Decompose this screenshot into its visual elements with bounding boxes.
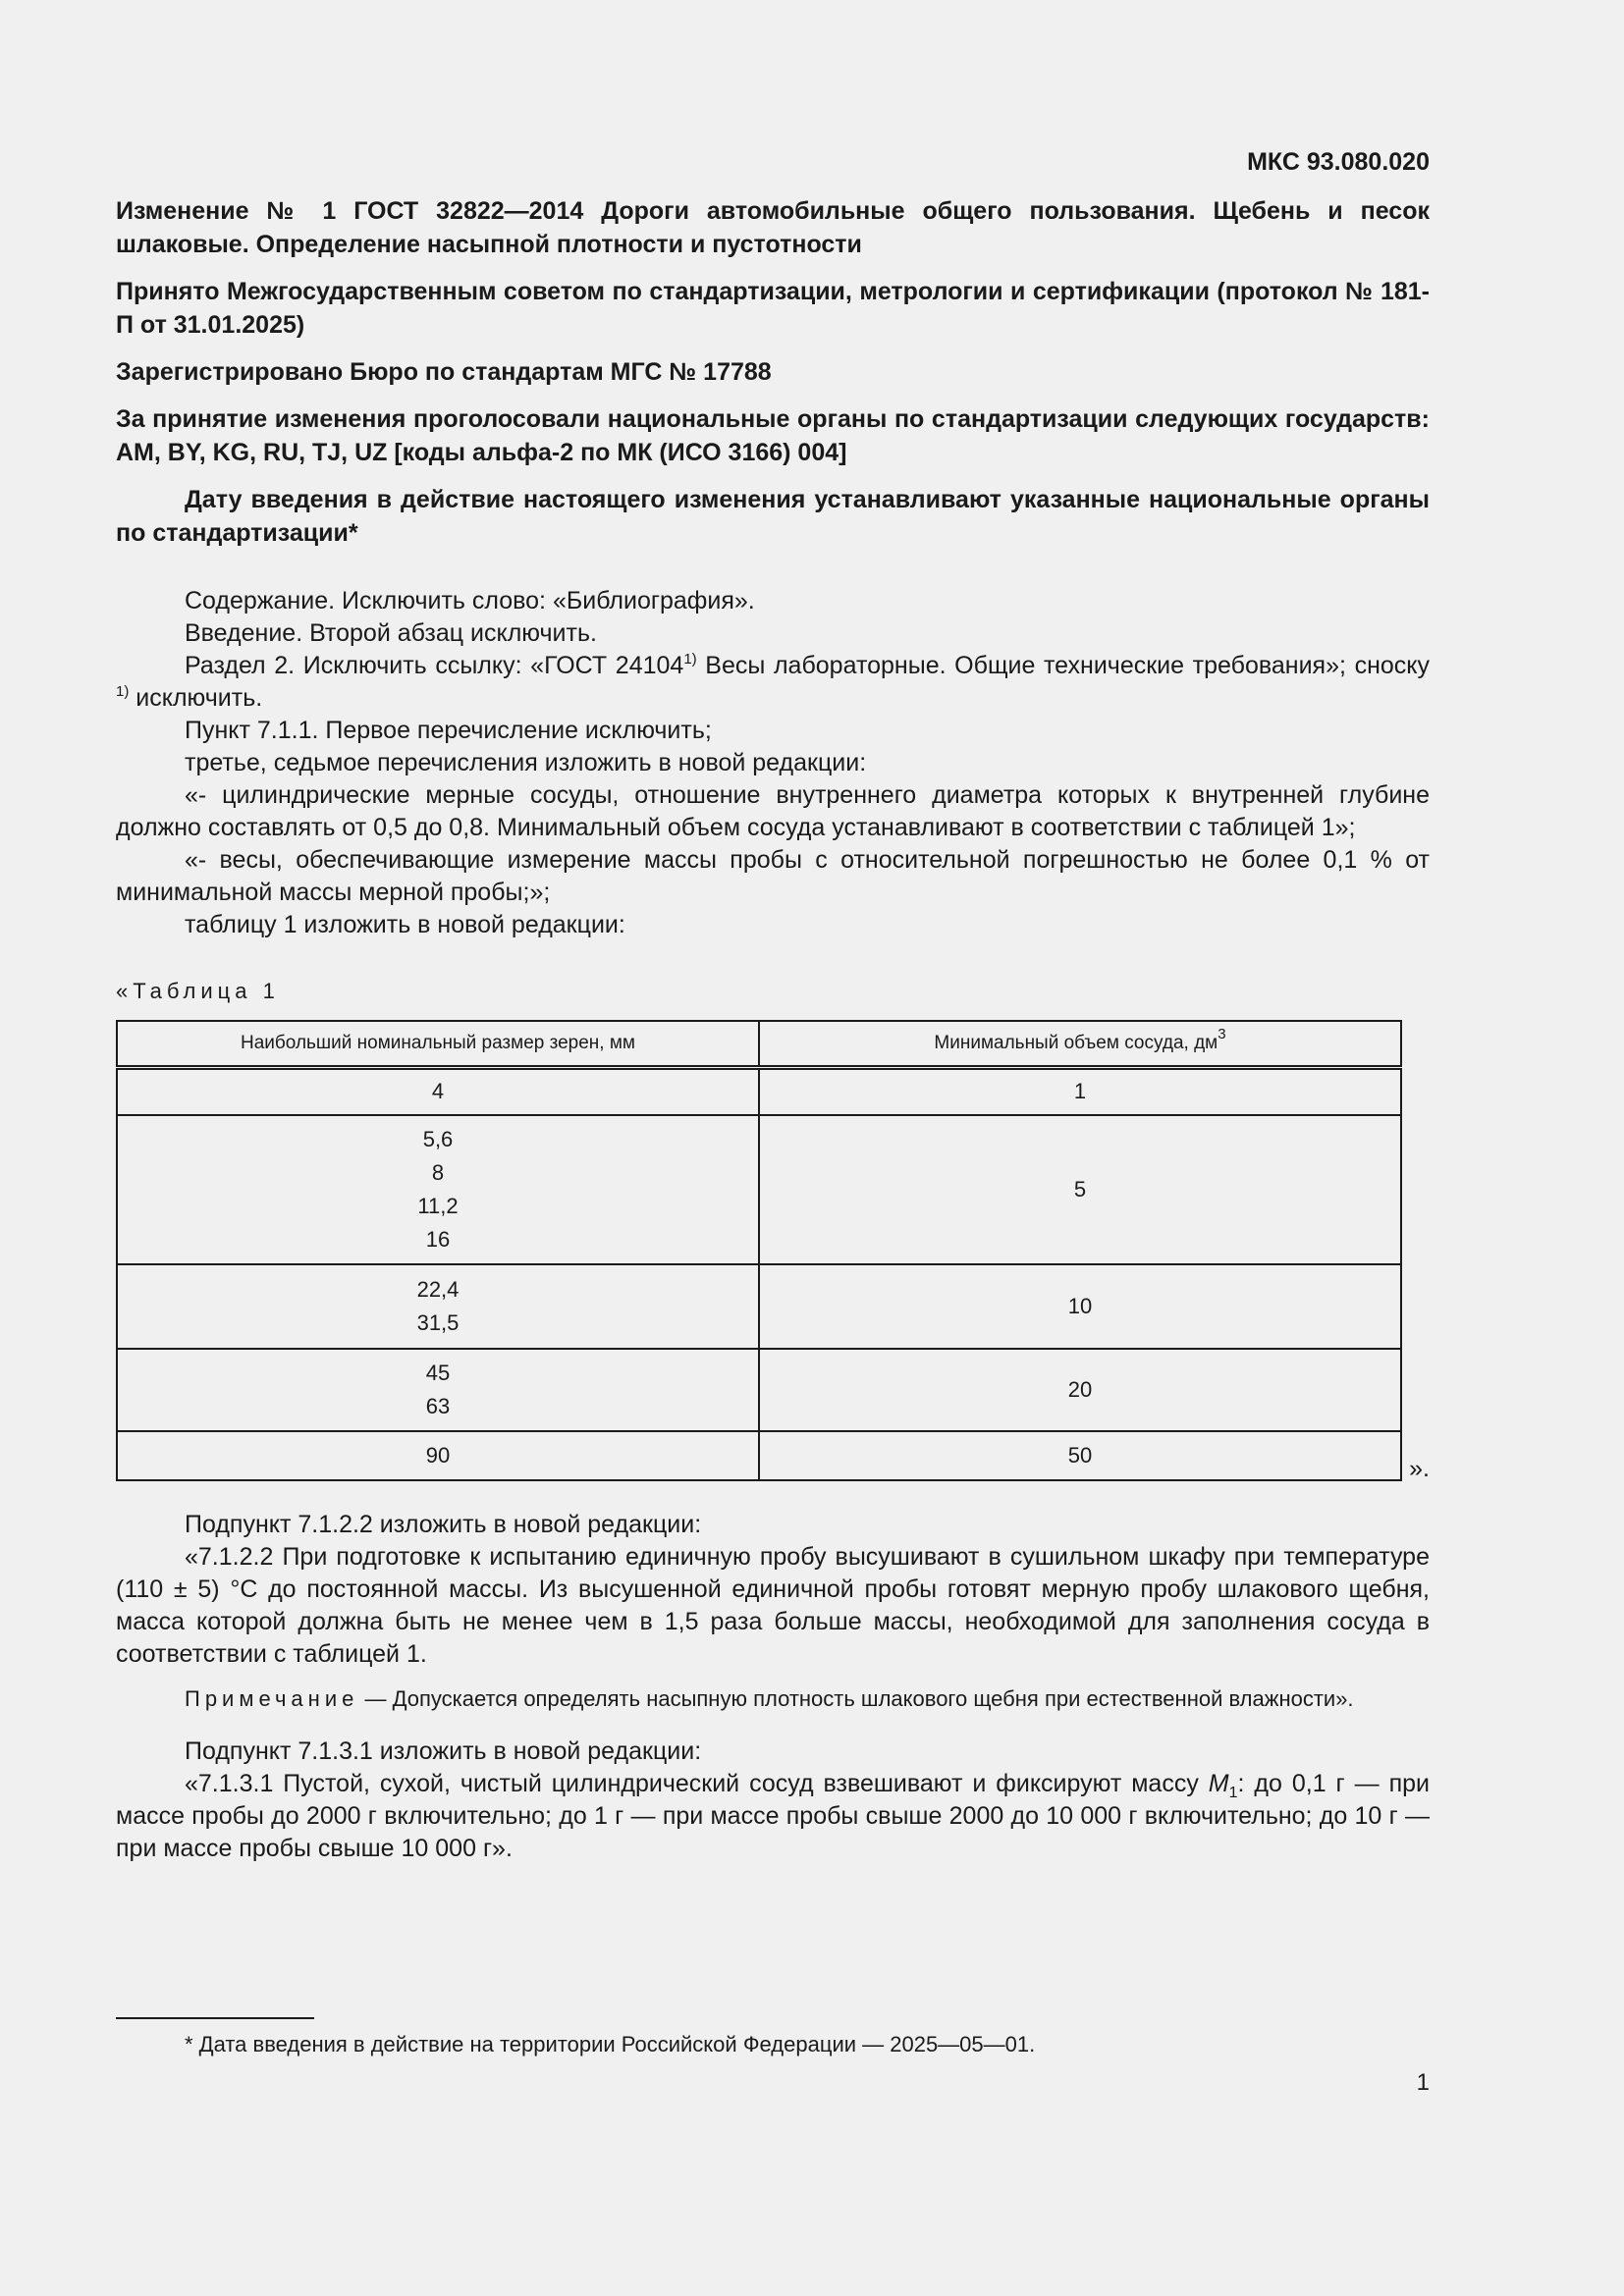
paragraph-table-intro: таблицу 1 изложить в новой редакции: <box>185 911 625 938</box>
grain-size-cell <box>117 1349 759 1431</box>
registration-info: Зарегистрировано Бюро по стандартам МГС № 17788 <box>116 358 772 386</box>
table-row <box>117 1115 1401 1264</box>
grain-size-cell <box>117 1115 759 1264</box>
grain-size-value: 63 <box>425 1393 451 1418</box>
table-end-quote: ». <box>1409 1454 1430 1482</box>
volume-table <box>116 1020 1402 1481</box>
grain-size-cell <box>117 1068 759 1115</box>
grain-size-cell <box>117 1431 759 1480</box>
paragraph-scales: «- весы, обеспечивающие измерение массы пробы с относительной погрешностью не более 0,1 % от минимальной массы мерной пробы;»; <box>116 846 1430 906</box>
note-label: Примечание <box>185 1685 359 1711</box>
table-row <box>117 1264 1401 1349</box>
paragraph-subclause-7131-intro: Подпункт 7.1.3.1 изложить в новой редакции: <box>185 1736 702 1765</box>
paragraph-section-2: Раздел 2. Исключить ссылку: «ГОСТ 24104$^{1)}$ Весы лабораторные. Общие технические требования»; сноску $^{1)}$ исключить. <box>116 651 1430 712</box>
grain-size-value: 31,5 <box>416 1309 460 1335</box>
paragraph-listing-new: третье, седьмое перечисления изложить в новой редакции: <box>185 749 867 776</box>
page-content <box>116 145 1430 1865</box>
note-text: — Допускается определять насыпную плотность шлакового щебня при естественной влажности». <box>358 1685 1354 1711</box>
table-caption: «Таблица 1 <box>116 979 280 1003</box>
amendment-title: Изменение № 1 ГОСТ 32822—2014 Дороги автомобильные общего пользования. Щебень и песок шлаковые. Определение насыпной плотности и пустотности <box>116 197 1430 258</box>
footnote: * Дата введения в действие на территории Российской Федерации — 2025—05—01. <box>185 2032 1036 2056</box>
grain-size-value: 8 <box>431 1159 445 1185</box>
min-volume-cell: 50 <box>759 1431 1401 1480</box>
paragraph-subclause-7131: «7.1.3.1 Пустой, сухой, чистый цилиндрический сосуд взвешивают и фиксируют массу $M_1$: до 0,1 г — при массе пробы до 2000 г включительно; до 1 г — при массе пробы свыше 2000 до 10 000 г включительно; до 10 г — при массе пробы свыше 10 000 г». <box>116 1769 1430 1862</box>
adopted-by: Принято Межгосударственным советом по стандартизации, метрологии и сертификации (протокол № 181-П от 31.01.2025) <box>116 278 1430 339</box>
grain-size-value: 4 <box>431 1079 445 1104</box>
paragraph-subclause-7122: «7.1.2.2 При подготовке к испытанию единичную пробу высушивают в сушильном шкафу при температуре (110 ± 5) °С до постоянной массы. Из высушенной единичной пробы готовят мерную пробу шлакового щебня, масса которой должна быть не менее чем в 1,5 раза больше массы, необходимой для заполнения сосуда в соответствии с таблицей 1. <box>116 1542 1430 1668</box>
footnote-separator <box>116 2017 314 2019</box>
amendment-body-continued <box>116 1509 1430 1865</box>
table-header-row <box>117 1021 1401 1068</box>
grain-size-cell <box>117 1264 759 1349</box>
paragraph-cylinders: «- цилиндрические мерные сосуды, отношение внутреннего диаметра которых к внутренней глубине должно составлять от 0,5 до 0,8. Минимальный объем сосуда устанавливают в соответствии с таблицей 1»; <box>116 781 1430 841</box>
paragraph-contents: Содержание. Исключить слово: «Библиография». <box>185 587 755 614</box>
table-wrapper <box>116 1020 1430 1482</box>
classification-code: МКС 93.080.020 <box>1247 148 1430 176</box>
paragraph-introduction: Введение. Второй абзац исключить. <box>185 619 597 647</box>
table-row <box>117 1349 1401 1431</box>
column-header-min-volume: Минимальный объем сосуда, $дм^3$ <box>759 1021 1401 1068</box>
min-volume-cell: 1 <box>759 1068 1401 1115</box>
note <box>116 1684 1430 1714</box>
grain-size-value: 22,4 <box>416 1276 460 1302</box>
grain-size-value: 90 <box>425 1442 451 1468</box>
column-header-grain-size: Наибольший номинальный размер зерен, мм <box>117 1021 759 1068</box>
grain-size-value: 11,2 <box>417 1193 459 1218</box>
voting-countries: За принятие изменения проголосовали национальные органы по стандартизации следующих государств: AM, BY, KG, RU, TJ, UZ [коды альфа-2 по МК (ИСО 3166) 004] <box>116 405 1430 466</box>
grain-size-value: 16 <box>425 1226 451 1252</box>
grain-size-value: 5,6 <box>422 1126 454 1151</box>
min-volume-cell: 5 <box>759 1115 1401 1264</box>
min-volume-cell: 20 <box>759 1349 1401 1431</box>
grain-size-value: 45 <box>425 1360 451 1385</box>
paragraph-clause-711: Пункт 7.1.1. Первое перечисление исключить; <box>185 717 712 744</box>
table-row <box>117 1431 1401 1480</box>
page-number: 1 <box>1416 2069 1430 2096</box>
table-body <box>117 1068 1401 1480</box>
amendment-body <box>116 585 1430 941</box>
table-row <box>117 1068 1401 1115</box>
paragraph-subclause-7122-intro: Подпункт 7.1.2.2 изложить в новой редакции: <box>185 1510 702 1538</box>
min-volume-cell: 10 <box>759 1264 1401 1349</box>
effective-date-note: Дату введения в действие настоящего изменения устанавливают указанные национальные органы по стандартизации* <box>116 486 1430 547</box>
